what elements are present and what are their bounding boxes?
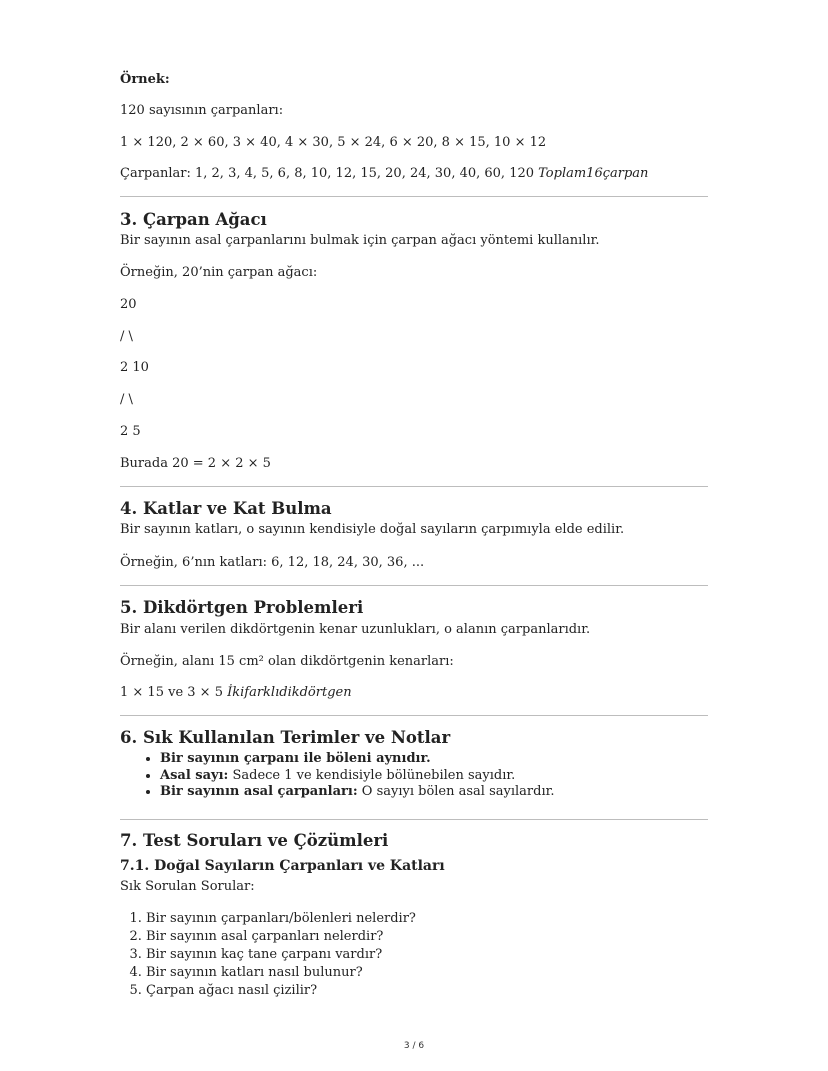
section-4-example: Örneğin, 6’nın katları: 6, 12, 18, 24, 30, 36, ... bbox=[120, 555, 425, 570]
section-3-title: 3. Çarpan Ağacı bbox=[120, 210, 267, 229]
divider bbox=[120, 486, 708, 487]
example-line-factors-title: 120 sayısının çarpanları: bbox=[120, 103, 284, 118]
example-line-factors bbox=[120, 166, 648, 182]
section-7-title: 7. Test Soruları ve Çözümleri bbox=[120, 831, 389, 850]
section-3-example: Örneğin, 20’nin çarpan ağacı: bbox=[120, 265, 318, 280]
example-factors-math: Toplam16çarpan bbox=[538, 166, 649, 181]
tree-line: 2 5 bbox=[120, 424, 141, 439]
list-item: 4. Bir sayının katları nasıl bulunur? bbox=[146, 964, 416, 982]
section-4-title: 4. Katlar ve Kat Bulma bbox=[120, 499, 332, 518]
list-item bbox=[160, 751, 555, 768]
questions-list bbox=[120, 910, 416, 1000]
section-3-intro: Bir sayının asal çarpanlarını bulmak için çarpan ağacı yöntemi kullanılır. bbox=[120, 233, 600, 248]
section-4-intro: Bir sayının katları, o sayının kendisiyle doğal sayıların çarpımıyla elde edilir. bbox=[120, 522, 625, 537]
section-7-subtitle: 7.1. Doğal Sayıların Çarpanları ve Katları bbox=[120, 858, 445, 874]
list-item: 2. Bir sayının asal çarpanları nelerdir? bbox=[146, 928, 416, 946]
tree-line: / \ bbox=[120, 392, 133, 407]
divider bbox=[120, 196, 708, 197]
page-number: 3 / 6 bbox=[403, 1041, 425, 1051]
section-5-title: 5. Dikdörtgen Problemleri bbox=[120, 598, 364, 617]
tree-line: 20 bbox=[120, 297, 137, 312]
list-item: 1. Bir sayının çarpanları/bölenleri nelerdir? bbox=[146, 910, 416, 928]
section-5-result-text: 1 × 15 ve 3 × 5 bbox=[120, 685, 228, 700]
terms-list bbox=[120, 751, 555, 801]
tree-line: 2 10 bbox=[120, 360, 149, 375]
section-5-result bbox=[120, 685, 352, 701]
divider bbox=[120, 585, 708, 586]
section-6-title: 6. Sık Kullanılan Terimler ve Notlar bbox=[120, 728, 451, 747]
term-text: O sayıyı bölen asal sayılardır. bbox=[357, 784, 555, 799]
list-item bbox=[160, 784, 555, 801]
section-3-result: Burada 20 = 2 × 2 × 5 bbox=[120, 456, 271, 471]
section-5-intro: Bir alanı verilen dikdörtgenin kenar uzunlukları, o alanın çarpanlarıdır. bbox=[120, 622, 591, 637]
section-5-example: Örneğin, alanı 15 cm² olan dikdörtgenin kenarları: bbox=[120, 654, 454, 669]
list-item: 3. Bir sayının kaç tane çarpanı vardır? bbox=[146, 946, 416, 964]
example-line-pairs: 1 × 120, 2 × 60, 3 × 40, 4 × 30, 5 × 24, 6 × 20, 8 × 15, 10 × 12 bbox=[120, 135, 547, 150]
list-item: 5. Çarpan ağacı nasıl çizilir? bbox=[146, 982, 416, 1000]
example-factors-text: Çarpanlar: 1, 2, 3, 4, 5, 6, 8, 10, 12, 15, 20, 24, 30, 40, 60, 120 bbox=[120, 166, 539, 181]
section-5-result-math: İkifarklıdikdörtgen bbox=[227, 685, 352, 700]
section-7-intro: Sık Sorulan Sorular: bbox=[120, 879, 255, 894]
term-bold: Bir sayının çarpanı ile böleni aynıdır. bbox=[160, 751, 431, 766]
term-text: Sadece 1 ve kendisiyle bölünebilen sayıdır. bbox=[228, 767, 516, 783]
term-bold: Bir sayının asal çarpanları: bbox=[160, 784, 358, 799]
example-label: Örnek: bbox=[120, 72, 170, 87]
divider bbox=[120, 715, 708, 716]
list-item bbox=[160, 768, 555, 785]
tree-line: / \ bbox=[120, 329, 133, 344]
divider bbox=[120, 819, 708, 820]
term-bold: Asal sayı: bbox=[160, 767, 229, 783]
